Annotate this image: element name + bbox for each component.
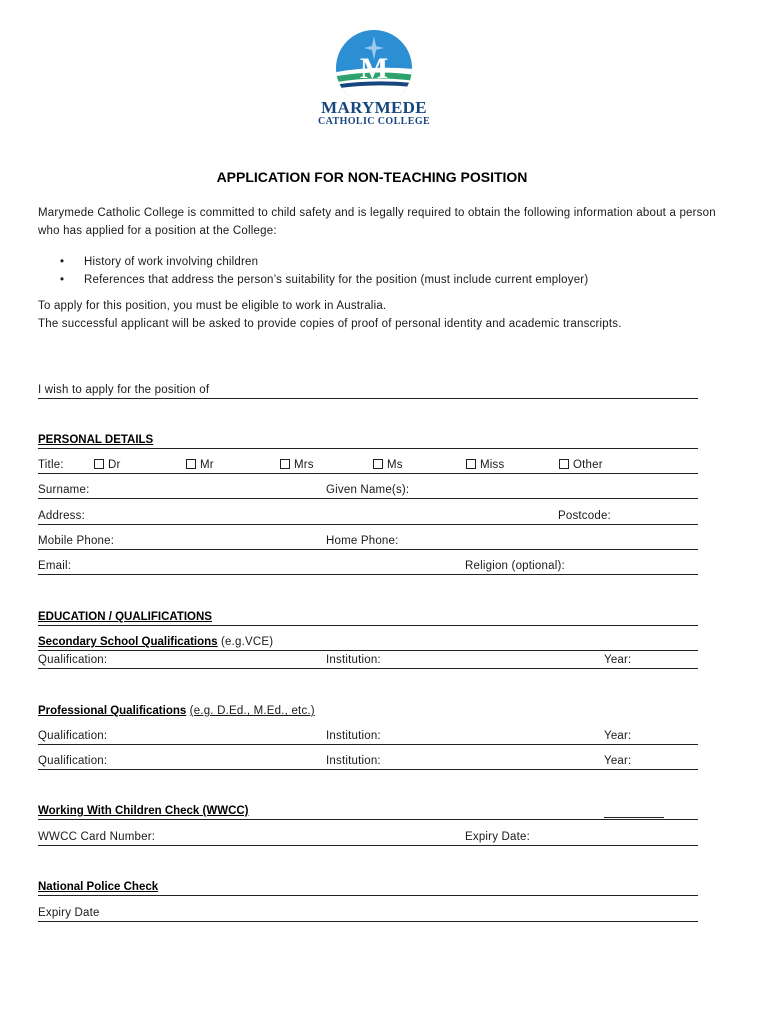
phone-row[interactable] — [38, 534, 698, 550]
secondary-qualifications-heading: Secondary School Qualifications — [38, 636, 218, 648]
home-phone-label: Home Phone: — [326, 535, 399, 547]
requirements-list — [60, 253, 588, 289]
wwcc-row[interactable] — [38, 830, 698, 846]
qualification-label: Qualification: — [38, 730, 108, 742]
surname-label: Surname: — [38, 484, 90, 496]
title-options-row — [38, 458, 698, 474]
year-label: Year: — [604, 654, 632, 666]
position-field[interactable] — [38, 383, 698, 399]
intro-text: Marymede Catholic College is committed to child safety and is legally required to obtain the following information about a person who has applied for a position at the College: — [38, 207, 716, 237]
email-label: Email: — [38, 560, 72, 572]
qualification-label: Qualification: — [38, 755, 108, 767]
education-heading: EDUCATION / QUALIFICATIONS — [38, 611, 212, 623]
year-label: Year: — [604, 755, 632, 767]
qualification-label: Qualification: — [38, 654, 108, 666]
proof-text: The successful applicant will be asked to provide copies of proof of personal identity and academic transcripts. — [38, 318, 622, 330]
police-check-heading: National Police Check — [38, 881, 159, 893]
title-option-ms[interactable]: Ms — [373, 458, 403, 472]
professional-qualification-row-1[interactable] — [38, 729, 698, 745]
wwcc-card-number-label: WWCC Card Number: — [38, 831, 156, 843]
given-names-label: Given Name(s): — [326, 484, 410, 496]
address-label: Address: — [38, 510, 85, 522]
college-crest-icon — [326, 30, 422, 96]
institution-label: Institution: — [326, 730, 381, 742]
professional-qualification-row-2[interactable] — [38, 754, 698, 770]
wwcc-heading-row — [38, 804, 698, 820]
divider — [604, 804, 664, 818]
year-label: Year: — [604, 730, 632, 742]
email-row[interactable] — [38, 559, 698, 575]
position-label: I wish to apply for the position of — [38, 384, 210, 396]
checkbox-icon[interactable] — [559, 459, 569, 469]
list-item: • History of work involving children — [60, 253, 588, 271]
checkbox-icon[interactable] — [94, 459, 104, 469]
name-row[interactable] — [38, 483, 698, 499]
checkbox-icon[interactable] — [186, 459, 196, 469]
secondary-heading-row — [38, 635, 698, 651]
logo-monogram: M — [359, 52, 389, 85]
title-option-mrs[interactable]: Mrs — [280, 458, 314, 472]
institution-label: Institution: — [326, 654, 381, 666]
title-option-dr[interactable]: Dr — [94, 458, 121, 472]
secondary-qualification-row[interactable] — [38, 653, 698, 669]
police-expiry-row[interactable] — [38, 906, 698, 922]
title-label: Title: — [38, 459, 64, 471]
professional-qualifications-heading: Professional Qualifications — [38, 705, 187, 717]
checkbox-icon[interactable] — [466, 459, 476, 469]
title-option-other[interactable]: Other — [559, 458, 603, 472]
college-name: MARYMEDE — [321, 98, 427, 117]
police-heading-row — [38, 880, 698, 896]
college-subname: CATHOLIC COLLEGE — [318, 116, 431, 127]
mobile-phone-label: Mobile Phone: — [38, 535, 115, 547]
form-title: APPLICATION FOR NON-TEACHING POSITION — [216, 169, 528, 185]
address-row[interactable] — [38, 509, 698, 525]
professional-heading-row — [38, 704, 698, 719]
police-expiry-label: Expiry Date — [38, 907, 100, 919]
education-heading-row — [38, 610, 698, 626]
checkbox-icon[interactable] — [280, 459, 290, 469]
religion-label: Religion (optional): — [465, 560, 565, 572]
college-logo — [318, 30, 430, 128]
title-option-mr[interactable]: Mr — [186, 458, 214, 472]
wwcc-expiry-label: Expiry Date: — [465, 831, 531, 843]
personal-details-heading-row — [38, 433, 698, 449]
institution-label: Institution: — [326, 755, 381, 767]
checkbox-icon[interactable] — [373, 459, 383, 469]
title-option-miss[interactable]: Miss — [466, 458, 504, 472]
postcode-label: Postcode: — [558, 510, 611, 522]
personal-details-heading: PERSONAL DETAILS — [38, 434, 154, 446]
secondary-note: (e.g.VCE) — [220, 636, 274, 648]
eligibility-text: To apply for this position, you must be eligible to work in Australia. — [38, 300, 387, 312]
wwcc-heading: Working With Children Check (WWCC) — [38, 805, 249, 817]
professional-note: (e.g. D.Ed., M.Ed., etc.) — [189, 705, 315, 717]
list-item: • References that address the person’s suitability for the position (must include current employer) — [60, 271, 588, 289]
